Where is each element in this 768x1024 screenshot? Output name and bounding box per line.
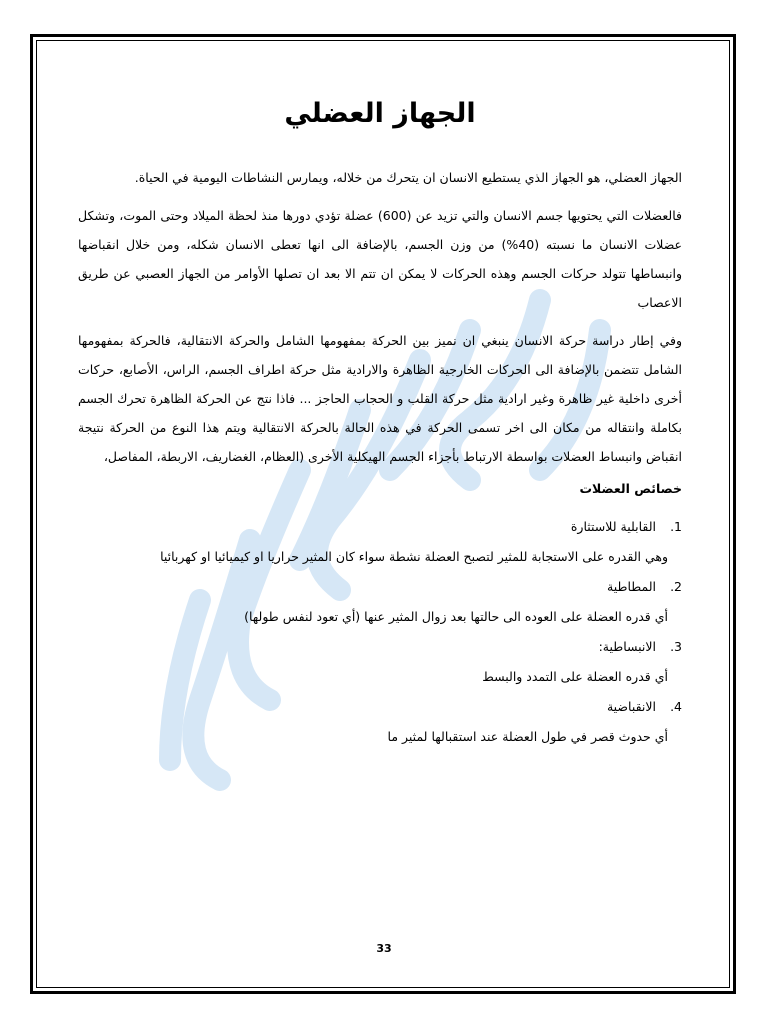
page-number: 33	[376, 942, 392, 955]
document-body	[78, 92, 682, 752]
list-item-description: أي حدوث قصر في طول العضلة عند استقبالها لمثير ما	[387, 729, 668, 744]
list-item-number: 3.	[670, 639, 682, 654]
paragraph-movement: وفي إطار دراسة حركة الانسان ينبغي ان نميز بين الحركة بمفهومها الشامل والحركة الانتقالية، فالحركة بمفهومها الشامل تتضمن بالإضافة الى الحركات الخارجية الظاهرة والارادية مثل حركة اطراف الجسم، الراس، الأصابع، حركات أخرى داخلية غير ظاهرة وغير ارادية مثل حركة القلب و الحجاب الحاجز ... فاذا نتج عن الحركة الظاهرة تحرك الجسم بكاملة وانتقاله من مكان الى اخر تسمى الحركة في هذه الحالة بالحركة الانتقالية ويتم هذا النوع من الحركة نتيجة انقباض وانبساط العضلات بواسطة الارتباط بأجزاء الجسم الهيكلية الأخرى (العظام، الغضاريف، الاربطة، المفاصل،	[78, 333, 682, 464]
list-item-name: القابلية للاستثارة	[570, 519, 657, 534]
list-item	[78, 692, 682, 722]
paragraph-intro: الجهاز العضلي، هو الجهاز الذي يستطيع الانسان ان يتحرك من خلاله، ويمارس النشاطات اليومية في الحياة.	[134, 170, 682, 185]
list-item-number: 4.	[670, 699, 682, 714]
section-heading: خصائص العضلات	[579, 481, 682, 496]
paragraph-muscles: فالعضلات التي يحتويها جسم الانسان والتي تزيد عن (600) عضلة تؤدي دورها منذ لحظة الميلاد وحتى الموت، وتشكل عضلات الانسان ما نسبته (40%) من وزن الجسم، بالإضافة الى انها تعطى الانسان شكله، ومن خلال انقباضها وانبساطها تتولد حركات الجسم وهذه الحركات لا يمكن ان تتم الا بعد ان تصلها الأوامر من الجهاز العصبي عن طريق الاعصاب	[78, 208, 683, 310]
list-item-description: أي قدره العضلة على العوده الى حالتها بعد زوال المثير عنها (أي تعود لنفس طولها)	[244, 609, 668, 624]
list-item-number: 2.	[670, 579, 682, 594]
list-item	[78, 632, 682, 662]
list-item	[78, 512, 682, 542]
list-item-name: الانقباضية	[606, 699, 657, 714]
page-title: الجهاز العضلي	[284, 98, 476, 129]
list-item-description: وهي القدره على الاستجابة للمثير لتصبح العضلة نشطة سواء كان المثير حراريا او كيميائيا او كهربائيا	[160, 549, 668, 564]
list-item-name: الانبساطية:	[598, 639, 657, 654]
list-item	[78, 572, 682, 602]
list-item-name: المطاطية	[607, 579, 657, 594]
list-item-number: 1.	[670, 519, 682, 534]
list-item-description: أي قدره العضلة على التمدد والبسط	[482, 669, 668, 684]
